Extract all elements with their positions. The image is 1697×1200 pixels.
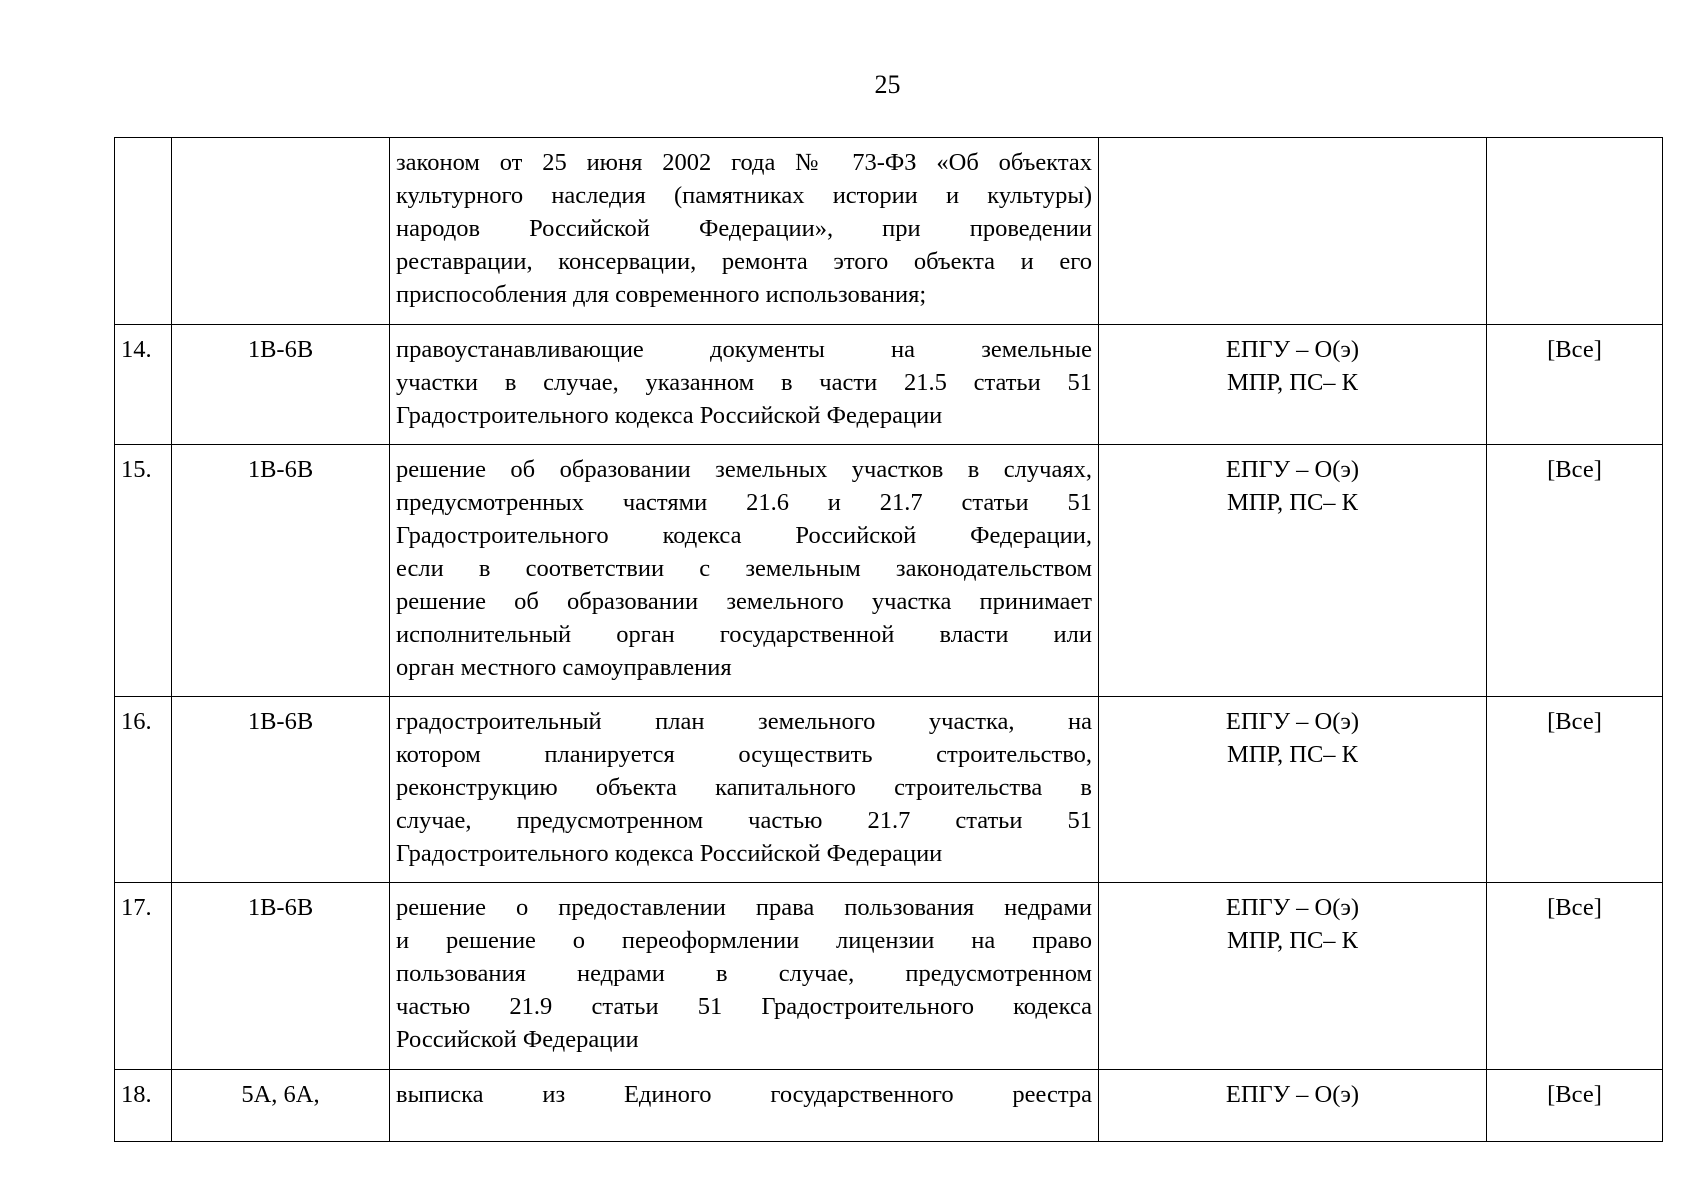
row-description bbox=[390, 1070, 1099, 1142]
row-description bbox=[390, 697, 1099, 883]
row-description bbox=[390, 445, 1099, 697]
table-row bbox=[115, 445, 1663, 697]
channel-line: ЕПГУ – О(э) bbox=[1225, 894, 1360, 921]
table-row bbox=[115, 883, 1663, 1070]
description-line: пользования недрами в случае, предусмотренном bbox=[396, 960, 1092, 987]
channel-line: МПР, ПС– К bbox=[1226, 741, 1359, 768]
description-line: решение об образовании земельных участков в случаях, bbox=[396, 456, 1092, 483]
row-code bbox=[172, 138, 390, 325]
description-line: решение об образовании земельного участка принимает bbox=[396, 588, 1092, 615]
requirements-table bbox=[114, 137, 1663, 1142]
description-line: народов Российской Федерации», при проведении bbox=[396, 215, 1092, 242]
row-description bbox=[390, 883, 1099, 1070]
row-description bbox=[390, 325, 1099, 445]
description-line: культурного наследия (памятниках истории и культуры) bbox=[396, 182, 1092, 209]
description-line: реконструкцию объекта капитального строительства в bbox=[396, 774, 1092, 801]
description-line: градостроительный план земельного участка, на bbox=[396, 708, 1092, 735]
row-number: 18. bbox=[115, 1070, 172, 1142]
row-number bbox=[115, 138, 172, 325]
description-line: котором планируется осуществить строительство, bbox=[396, 741, 1092, 768]
description-line: исполнительный орган государственной власти или bbox=[396, 621, 1092, 648]
row-scope: [Все] bbox=[1487, 1070, 1663, 1142]
table-row bbox=[115, 697, 1663, 883]
description-line: реставрации, консервации, ремонта этого объекта и его bbox=[396, 248, 1092, 275]
row-number: 14. bbox=[115, 325, 172, 445]
channel-line: МПР, ПС– К bbox=[1226, 489, 1359, 516]
description-line: Российской Федерации bbox=[396, 1026, 639, 1053]
description-line: участки в случае, указанном в части 21.5 статьи 51 bbox=[396, 369, 1092, 396]
row-code: 1В-6В bbox=[172, 697, 390, 883]
description-line: приспособления для современного использования; bbox=[396, 281, 927, 308]
row-scope: [Все] bbox=[1487, 697, 1663, 883]
description-line: Градостроительного кодекса Российской Федерации bbox=[396, 402, 943, 429]
row-number: 16. bbox=[115, 697, 172, 883]
row-channel bbox=[1099, 138, 1487, 325]
row-channel bbox=[1099, 445, 1487, 697]
table-row bbox=[115, 1070, 1663, 1142]
row-description bbox=[390, 138, 1099, 325]
row-channel bbox=[1099, 697, 1487, 883]
description-line: законом от 25 июня 2002 года № 73-ФЗ «Об объектах bbox=[396, 149, 1092, 176]
row-number: 17. bbox=[115, 883, 172, 1070]
description-line: если в соответствии с земельным законодательством bbox=[396, 555, 1092, 582]
row-channel bbox=[1099, 325, 1487, 445]
page-number: 25 bbox=[874, 70, 901, 99]
row-scope bbox=[1487, 138, 1663, 325]
channel-line: ЕПГУ – О(э) bbox=[1225, 708, 1360, 735]
channel-line: ЕПГУ – О(э) bbox=[1225, 1081, 1360, 1108]
description-line: частью 21.9 статьи 51 Градостроительного кодекса bbox=[396, 993, 1092, 1020]
row-code: 5А, 6А, bbox=[172, 1070, 390, 1142]
channel-line: ЕПГУ – О(э) bbox=[1225, 336, 1360, 363]
row-code: 1В-6В bbox=[172, 883, 390, 1070]
table-row bbox=[115, 138, 1663, 325]
description-line: предусмотренных частями 21.6 и 21.7 статьи 51 bbox=[396, 489, 1092, 516]
description-line: случае, предусмотренном частью 21.7 статьи 51 bbox=[396, 807, 1092, 834]
row-scope: [Все] bbox=[1487, 883, 1663, 1070]
row-number: 15. bbox=[115, 445, 172, 697]
channel-line: МПР, ПС– К bbox=[1226, 369, 1359, 396]
channel-line: МПР, ПС– К bbox=[1226, 927, 1359, 954]
channel-line: ЕПГУ – О(э) bbox=[1225, 456, 1360, 483]
row-channel bbox=[1099, 883, 1487, 1070]
description-line: орган местного самоуправления bbox=[396, 654, 732, 681]
description-line: правоустанавливающие документы на земельные bbox=[396, 336, 1092, 363]
description-line: Градостроительного кодекса Российской Федерации bbox=[396, 840, 943, 867]
table-row bbox=[115, 325, 1663, 445]
description-line: Градостроительного кодекса Российской Федерации, bbox=[396, 522, 1092, 549]
row-scope: [Все] bbox=[1487, 325, 1663, 445]
description-line: решение о предоставлении права пользования недрами bbox=[396, 894, 1092, 921]
row-scope: [Все] bbox=[1487, 445, 1663, 697]
row-channel bbox=[1099, 1070, 1487, 1142]
row-code: 1В-6В bbox=[172, 445, 390, 697]
description-line: и решение о переоформлении лицензии на право bbox=[396, 927, 1092, 954]
description-line: выписка из Единого государственного реестра bbox=[396, 1081, 1092, 1108]
row-code: 1В-6В bbox=[172, 325, 390, 445]
